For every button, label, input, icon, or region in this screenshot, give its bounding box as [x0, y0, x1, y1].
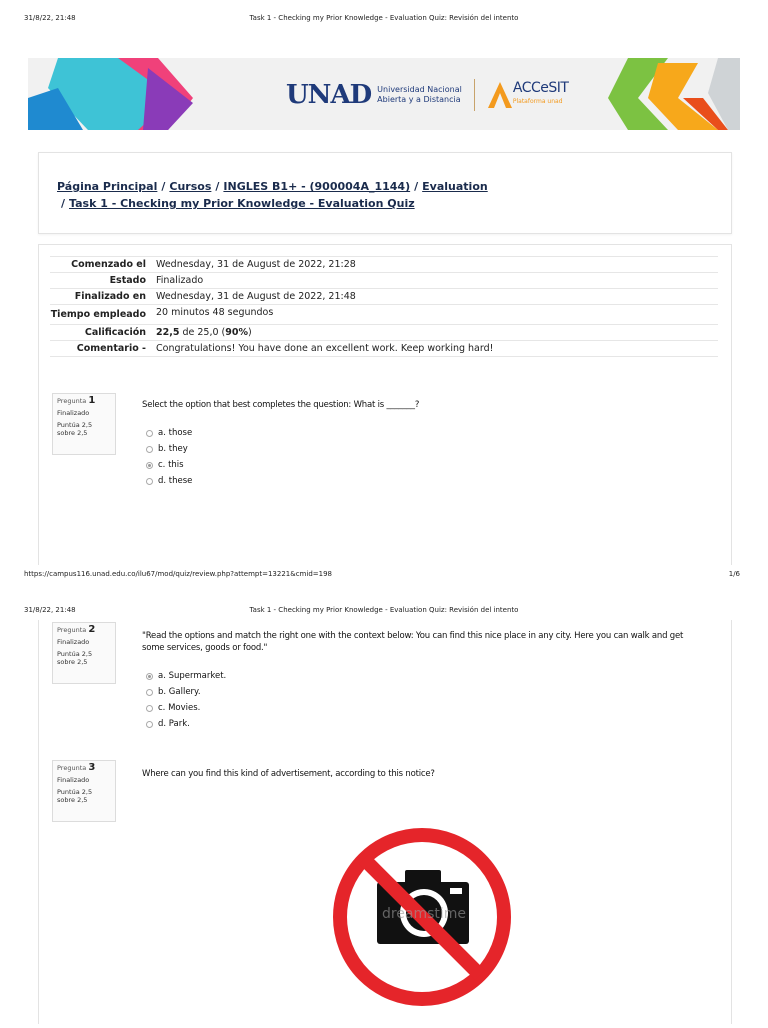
summary-row-time: Tiempo empleado 20 minutos 48 segundos [50, 305, 718, 325]
no-camera-sign-image [300, 790, 546, 1024]
option-2b[interactable]: b. Gallery. [146, 684, 226, 700]
option-1c[interactable]: c. this [146, 457, 192, 473]
no-camera-sign-icon [300, 790, 546, 1024]
unad-wordmark: UNAD [286, 80, 372, 110]
option-1d[interactable]: d. these [146, 473, 192, 489]
summary-row-comment: Comentario - Congratulations! You have done an excellent work. Keep working hard! [50, 341, 718, 357]
radio-button [146, 430, 153, 437]
question-options-2 [146, 668, 226, 732]
radio-button [146, 478, 153, 485]
print-url: https://campus116.unad.edu.co/ilu67/mod/quiz/review.php?attempt=13221&cmid=198 [24, 570, 332, 578]
radio-button [146, 705, 153, 712]
summary-row-grade: Calificación 22,5 de 25,0 (90%) [50, 325, 718, 341]
question-info-2: Pregunta 2 Finalizado Puntúa 2,5 sobre 2,5 [52, 622, 116, 684]
breadcrumb-home[interactable]: Página Principal [57, 180, 158, 193]
radio-button-checked [146, 673, 153, 680]
summary-row-finished: Finalizado en Wednesday, 31 de August de 2022, 21:48 [50, 289, 718, 305]
option-2d[interactable]: d. Park. [146, 716, 226, 732]
breadcrumb: Página Principal / Cursos / INGLES B1+ - (900004A_1144) / Evaluation [57, 180, 488, 193]
accesit-logo: ACCeSIT Plataforma unad [512, 80, 569, 105]
radio-button [146, 721, 153, 728]
option-1b[interactable]: b. they [146, 441, 192, 457]
breadcrumb-course[interactable]: INGLES B1+ - (900004A_1144) [223, 180, 411, 193]
print-date: 31/8/22, 21:48 [24, 14, 76, 22]
question-options-1 [146, 425, 192, 489]
question-info-1: Pregunta 1 Finalizado Puntúa 2,5 sobre 2,5 [52, 393, 116, 455]
site-banner [28, 58, 740, 130]
breadcrumb-section[interactable]: Evaluation [422, 180, 488, 193]
summary-row-started: Comenzado el Wednesday, 31 de August de 2022, 21:28 [50, 257, 718, 273]
breadcrumb-quiz[interactable]: Task 1 - Checking my Prior Knowledge - Evaluation Quiz [69, 197, 415, 210]
breadcrumb-card [38, 152, 732, 234]
option-2a[interactable]: a. Supermarket. [146, 668, 226, 684]
question-text-3: Where can you find this kind of advertisement, according to this notice? [142, 769, 435, 779]
question-text-1: Select the option that best completes the question: What is _______? [142, 400, 420, 410]
question-text-2: "Read the options and match the right one with the context below: You can find this nice place in any city. Here you can walk and get some services, goods or food." [142, 631, 684, 653]
print-header-2: 31/8/22, 21:48 Task 1 - Checking my Prior Knowledge - Evaluation Quiz: Revisión del intento [24, 606, 519, 614]
question-info-3: Pregunta 3 Finalizado Puntúa 2,5 sobre 2,5 [52, 760, 116, 822]
print-page-number: 1/6 [728, 570, 740, 578]
unad-logo[interactable] [286, 76, 568, 114]
print-title: Task 1 - Checking my Prior Knowledge - Evaluation Quiz: Revisión del intento [249, 14, 519, 22]
university-name: Universidad Nacional Abierta y a Distancia [377, 85, 462, 104]
breadcrumb-courses[interactable]: Cursos [169, 180, 212, 193]
print-header [0, 14, 768, 28]
option-2c[interactable]: c. Movies. [146, 700, 226, 716]
breadcrumb-line2: / Task 1 - Checking my Prior Knowledge - Evaluation Quiz [61, 197, 415, 210]
radio-button-checked [146, 462, 153, 469]
radio-button [146, 446, 153, 453]
logo-divider [474, 79, 475, 111]
summary-row-state: Estado Finalizado [50, 273, 718, 289]
watermark-text: dreamstime [381, 906, 467, 922]
accesit-a-icon [487, 80, 513, 110]
radio-button [146, 689, 153, 696]
option-1a[interactable]: a. those [146, 425, 192, 441]
attempt-summary-table [50, 256, 718, 357]
